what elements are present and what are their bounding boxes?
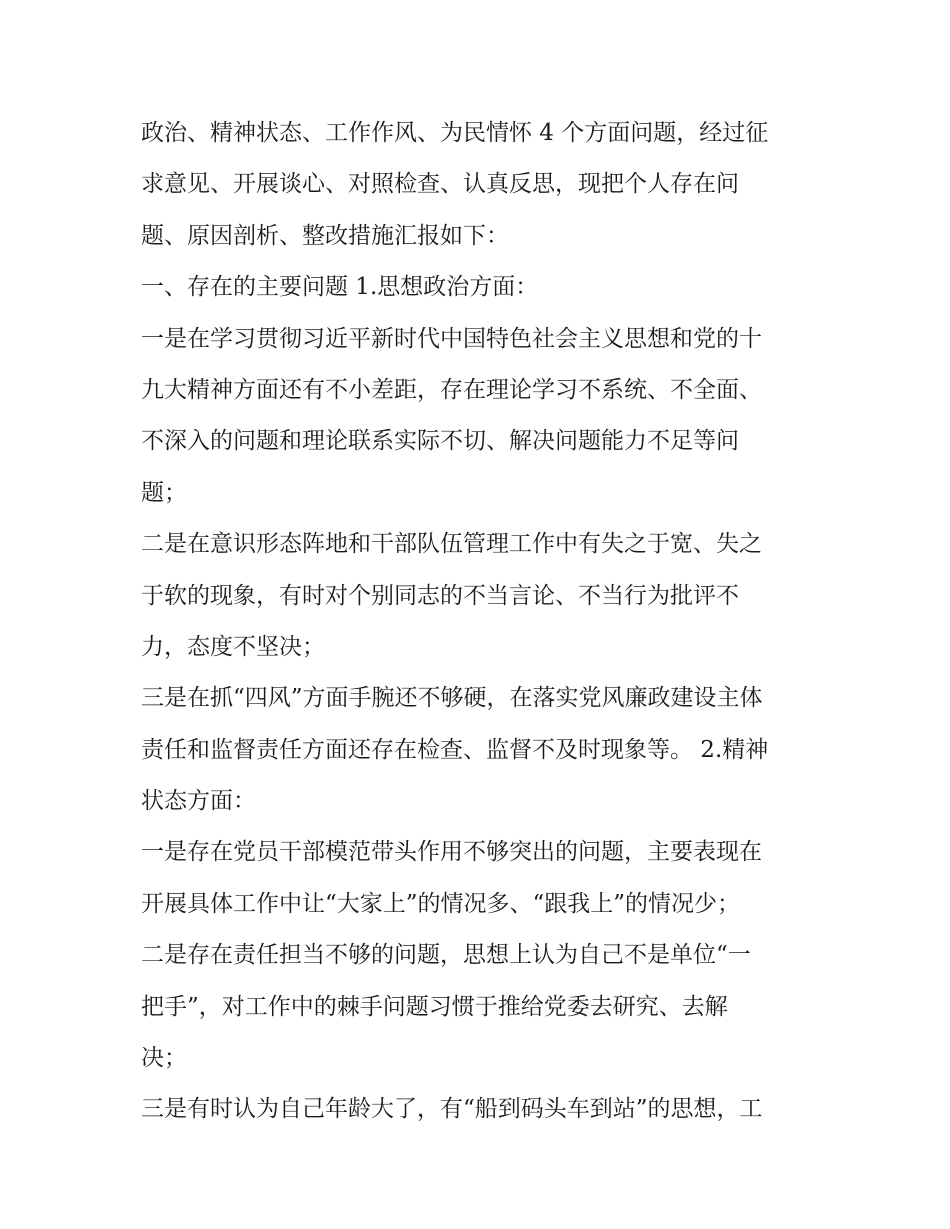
- text-line-20: 三是有时认为自己年龄大了，有“船到码头车到站”的思想，工: [141, 1096, 763, 1123]
- text-line-10: 于软的现象，有时对个别同志的不当言论、不当行为批评不: [141, 582, 739, 609]
- text-line-15: 一是存在党员干部模范带头作用不够突出的问题，主要表现在: [141, 839, 762, 866]
- text-line-3: 题、原因剖析、整改措施汇报如下：: [141, 222, 509, 249]
- text-line-14: 状态方面：: [141, 788, 256, 815]
- text-line-18: 把手”，对工作中的棘手问题习惯于推给党委去研究、去解: [141, 993, 728, 1020]
- text-line-16: 开展具体工作中让“大家上”的情况多、“跟我上”的情况少；: [141, 890, 741, 917]
- text-line-2: 求意见、开展谈心、对照检查、认真反思，现把个人存在问: [141, 171, 739, 198]
- text-line-13: 责任和监督责任方面还存在检查、监督不及时现象等。 2.精神: [141, 736, 769, 763]
- text-line-17: 二是存在责任担当不够的问题，思想上认为自己不是单位“一: [141, 942, 751, 969]
- text-line-5: 一是在学习贯彻习近平新时代中国特色社会主义思想和党的十: [141, 325, 762, 352]
- text-line-6: 九大精神方面还有不小差距，存在理论学习不系统、不全面、: [141, 376, 762, 403]
- text-line-11: 力，态度不坚决；: [141, 633, 325, 660]
- text-line-1: 政治、精神状态、工作作风、为民情怀 4 个方面问题，经过征: [141, 120, 769, 146]
- text-line-7: 不深入的问题和理论联系实际不切、解决问题能力不足等问: [141, 428, 739, 455]
- text-line-19: 决；: [141, 1045, 187, 1072]
- text-line-9: 二是在意识形态阵地和干部队伍管理工作中有失之于宽、失之: [141, 531, 762, 558]
- document-body: [141, 108, 821, 1136]
- text-line-8: 题；: [141, 479, 187, 506]
- section-heading-line: 一、存在的主要问题 1.思想政治方面：: [141, 274, 539, 301]
- text-line-12: 三是在抓“四风”方面手腕还不够硬，在落实党风廉政建设主体: [141, 685, 763, 712]
